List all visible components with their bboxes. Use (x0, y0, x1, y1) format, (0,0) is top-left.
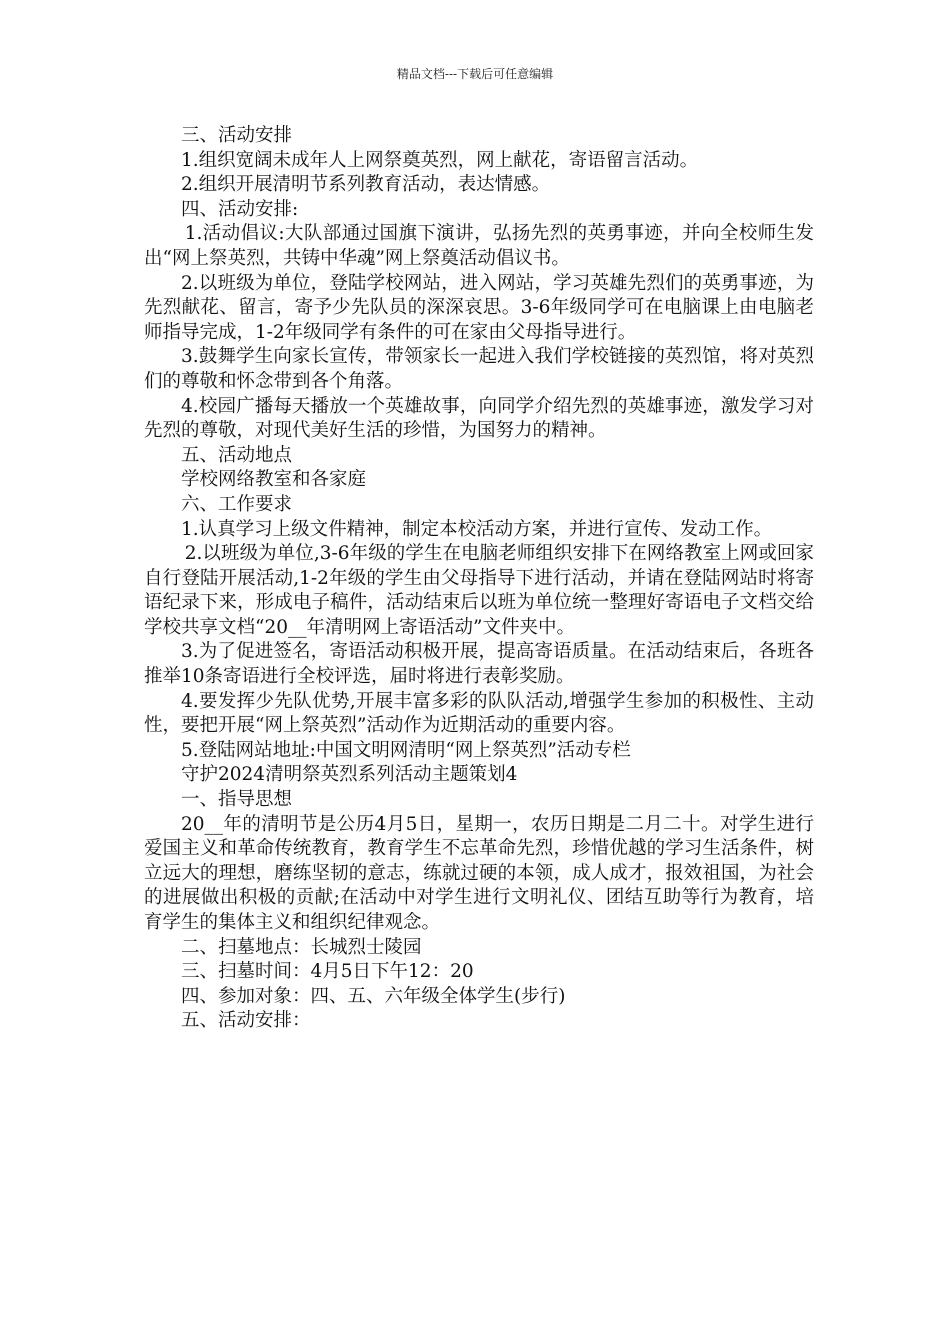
heading-activity-arrangement-3: 五、活动安排： (181, 1010, 311, 1032)
paragraph: 2.以班级为单位,3-6年级的学生在电脑老师组织安排下在网络教室上网或回家自行登陆开展活动,1-2年级的学生由父母指导下进行活动，并请在登陆网站时将寄语纪录下来，形成电子稿件，活动结束后以班为单位统一整理好寄语电子文档交给学校共享文档“20__年清明网上寄语活动”文件夹中。 (144, 543, 814, 638)
heading-location-2: 二、扫墓地点：长城烈士陵园 (181, 936, 422, 958)
paragraph: 2.组织开展清明节系列教育活动，表达情感。 (181, 174, 551, 196)
paragraph: 1.组织宽阔未成年人上网祭奠英烈，网上献花，寄语留言活动。 (181, 149, 699, 171)
paragraph: 5.登陆网站地址:中国文明网清明“网上祭英烈”活动专栏 (181, 739, 631, 761)
paragraph: 3.为了促进签名，寄语活动积极开展，提高寄语质量。在活动结束后，各班各推举10条寄语进行全校评选，届时将进行表彰奖励。 (144, 641, 814, 688)
heading-work-requirements: 六、工作要求 (181, 493, 293, 515)
paragraph: 3.鼓舞学生向家长宣传，带领家长一起进入我们学校链接的英烈馆，将对英烈们的尊敬和怀念带到各个角落。 (144, 346, 814, 392)
heading-time: 三、扫墓时间：4月5日下午12：20 (181, 961, 474, 983)
heading-activity-arrangement-2: 四、活动安排: (181, 198, 299, 220)
section-title: 守护2024清明祭英烈系列活动主题策划4 (181, 764, 518, 786)
page-header: 精品文档---下载后可任意编辑 (396, 67, 554, 81)
paragraph: 1.活动倡议:大队部通过国旗下演讲，弘扬先烈的英勇事迹，并向全校师生发出“网上祭英烈，共铸中华魂”网上祭奠活动倡议书。 (144, 223, 814, 269)
document-body (144, 124, 814, 1034)
heading-participants: 四、参加对象：四、五、六年级全体学生(步行) (181, 985, 566, 1007)
paragraph: 20__年的清明节是公历4月5日，星期一，农历日期是二月二十。对学生进行爱国主义和革命传统教育，教育学生不忘革命先烈，珍惜优越的学习生活条件，树立远大的理想，磨练坚韧的意志，练就过硬的本领，成人成才，报效祖国，为社会的进展做出积极的贡献;在活动中对学生进行文明礼仪、团结互助等行为教育，培育学生的集体主义和组织纪律观念。 (144, 813, 814, 933)
paragraph: 学校网络教室和各家庭 (181, 469, 367, 491)
paragraph: 4.校园广播每天播放一个英雄故事，向同学介绍先烈的英雄事迹，激发学习对先烈的尊敬，对现代美好生活的珍惜，为国努力的精神。 (144, 395, 814, 442)
paragraph: 2.以班级为单位，登陆学校网站，进入网站，学习英雄先烈们的英勇事迹，为先烈献花、留言，寄予少先队员的深深哀思。3-6年级同学可在电脑课上由电脑老师指导完成，1-2年级同学有条件的可在家由父母指导进行。 (144, 272, 814, 343)
heading-guiding-idea: 一、指导思想 (181, 789, 293, 811)
heading-activity-arrangement: 三、活动安排 (181, 125, 293, 146)
heading-location: 五、活动地点 (181, 444, 293, 466)
paragraph: 1.认真学习上级文件精神，制定本校活动方案，并进行宣传、发动工作。 (181, 518, 773, 540)
paragraph: 4.要发挥少先队优势,开展丰富多彩的队队活动,增强学生参加的积极性、主动性，要把开展“网上祭英烈”活动作为近期活动的重要内容。 (144, 690, 814, 737)
